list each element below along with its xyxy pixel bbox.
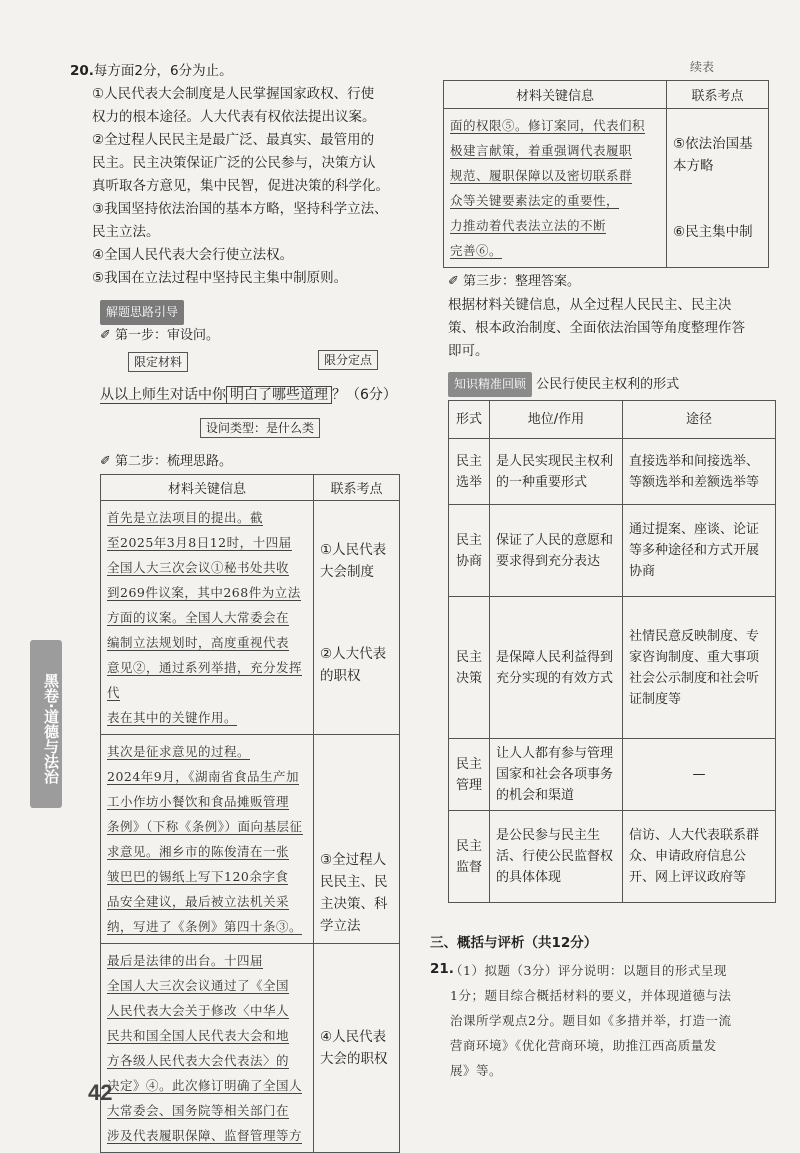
review-tag: 知识精准回顾 [448,372,532,397]
table-key-info-continued [443,80,769,268]
table-row-points: ①人民代表大会制度 ②人大代表的职权 [314,501,400,735]
pencil-icon: ✐ [448,274,464,289]
q20-block [70,60,400,290]
step1: ✐ 第一步：审设问。 [100,328,220,343]
material-line: 力推动着代表法立法的不断 [450,218,607,233]
material-line: 方面的议案。全国人大常委会在 [107,610,290,625]
table-header: 材料关键信息 联系考点 [101,475,400,501]
material-line: 条例》（下称《条例》）面向基层征 [107,819,303,834]
material-line: 工小作坊小餐饮和食品摊贩管理 [107,794,290,809]
cell-form: 民主监督 [449,811,490,903]
material-line: 全国人大三次会议①秘书处共收 [107,560,290,575]
page-number: 42 [88,1080,113,1105]
material-line: 编制立法规划时，高度重视代表 [107,635,290,650]
material-line: 首先是立法项目的提出。截 [107,510,264,525]
material-line: 表在其中的关键作用。 [107,710,238,725]
guide-tag: 解题思路引导 [100,300,184,325]
cell-way: — [623,739,776,811]
q20-point-line: 民主。民主决策保证广泛的公民参与，决策方认 [92,155,376,171]
answer-line: 根据材料关键信息，从全过程人民民主、民主决 [448,297,732,313]
material-line: 方各级人民代表大会代表法〉的 [107,1053,290,1068]
material-line: 众等关键要素法定的重要性， [450,193,620,208]
table-key-info [100,474,400,1153]
q20-point-line: ①人民代表大会制度是人民掌握国家政权、行使 [92,86,375,102]
cell-way: 直接选举和间接选举、等额选举和差额选举等 [623,439,776,505]
continued-tag: 续表 [690,60,715,74]
material-line: 大常委会、国务院等相关部门在 [107,1103,290,1118]
table-row [449,739,776,811]
cell-way: 社情民意反映制度、专家咨询制度、重大事项社会公示制度和社会听证制度等 [623,597,776,739]
cell-role: 保证了人民的意愿和要求得到充分表达 [490,505,623,597]
material-line: 民共和国全国人民代表大会和地 [107,1028,290,1043]
material-line: 意见②，通过系列举措，充分发挥代 [107,660,303,700]
cell-role: 是保障人民利益得到充分实现的有效方式 [490,597,623,739]
q20-point-line: ⑤我国在立法过程中坚持民主集中制原则。 [92,270,348,286]
cell-role: 是公民参与民主生活、行使公民监督权的具体体现 [490,811,623,903]
q21-line: 1分；题目综合概括材料的要义，并体现道德与法 [450,988,732,1003]
section-3-title: 三、概括与评析（共12分） [430,935,598,951]
anno-score: 限分定点 [318,350,378,370]
material-line: 2024年9月，《湖南省食品生产加 [107,769,300,784]
material-line: 规范、履职保障以及密切联系群 [450,168,633,183]
material-line: 完善⑥。 [450,243,503,258]
q21-line: （1）拟题（3分）评分说明：以题目的形式呈现 [450,963,727,978]
q20-point-line: 权力的根本途径。人大代表有权依法提出议案。 [92,109,376,125]
table-row-text [101,735,314,944]
table-row [449,439,776,505]
cell-form: 民主决策 [449,597,490,739]
material-line: 其次是征求意见的过程。 [107,744,251,759]
table-row [449,597,776,739]
material-line: 至2025年3月8日12时，十四届 [107,535,292,550]
material-line: 面的权限⑤。修订案同，代表们积 [450,118,646,133]
table-row [449,811,776,903]
q21-line: 营商环境》《优化营商环境，助推江西高质量发 [450,1038,717,1053]
answer-line: 即可。 [448,343,489,359]
cell-way: 信访、人大代表联系群众、申请政府信息公开、网上评议政府等 [623,811,776,903]
q20-points [70,83,400,290]
material-line: 纳，写进了《条例》第四十条③。 [107,919,303,934]
material-line: 人民代表大会关于修改〈中华人 [107,1003,290,1018]
step3: ✐ 第三步：整理答案。 [448,274,581,289]
q20-point-line: ②全过程人民民主是最广泛、最真实、最管用的 [92,132,375,148]
pencil-icon: ✐ [100,328,116,343]
review-row: 知识精准回顾 公民行使民主权利的形式 [448,372,679,397]
answer-line: 策、根本政治制度、全面依法治国等角度整理作答 [448,320,745,336]
material-line: 到269件议案，其中268件为立法 [107,585,301,600]
table-row [444,109,769,268]
anno-limit-material: 限定材料 [128,352,188,372]
cell-form: 民主选举 [449,439,490,505]
table-header: 形式 地位/作用 途径 [449,401,776,439]
pencil-icon: ✐ [100,454,116,469]
material-line: 涉及代表履职保障、监督管理等方 [107,1128,303,1143]
material-line: 最后是法律的出台。十四届 [107,953,264,968]
step2: ✐ 第二步：梳理思路。 [100,454,233,469]
material-line: 品安全建议，最后被立法机关采 [107,894,290,909]
cell-way: 通过提案、座谈、论证等多种途径和方式开展协商 [623,505,776,597]
material-line: 决定》④。此次修订明确了全国人 [107,1078,303,1093]
table-democratic-forms [448,400,776,903]
answer-block [448,294,778,363]
anno-question-type: 设问类型：是什么类 [200,418,320,438]
table-row: 其次是征求意见的过程。 2024年9月，《湖南省食品生产加 工小作坊小餐饮和食品摊贩管理 条例》（下称《条例》）面向基层征 求意见。湘乡市的陈俊清在一张 皱巴巴的锡纸上写下120余字食 品安全建议，最后被立法机关采 纳，写进了《条例》第四十条③。 ③全过程人民民主、民主决策、科学立法 [101,735,400,944]
cell-form: 民主协商 [449,505,490,597]
q21-line: 治课所学观点2分。题目如《多措并举，打造一流 [450,1013,732,1028]
table-row-text [101,501,314,735]
cell-form: 民主管理 [449,739,490,811]
q20-point-line: ④全国人民代表大会行使立法权。 [92,247,294,263]
material-line: 全国人大三次会议通过了《全国 [107,978,290,993]
cell-role: 是人民实现民主权利的一种重要形式 [490,439,623,505]
table-row-points: ⑤依法治国基本方略 ⑥民主集中制 [667,109,769,268]
question-line: 从以上师生对话中你 明白了哪些道理 ？（6分） [100,387,397,403]
q20-point-line: 真听取各方意见，集中民智，促进决策的科学化。 [92,178,389,194]
q20-intro: 20.每方面2分，6分为止。 [70,63,233,79]
table-row [449,505,776,597]
table-row: 最后是法律的出台。十四届 全国人大三次会议通过了《全国 人民代表大会关于修改〈中华人 民共和国全国人民代表大会和地 方各级人民代表大会代表法〉的 决定》④。此次修订明确了全国人 大常委会、国务院等相关部门在 涉及代表履职保障、监督管理等方 ④人民代表大会的职权 [101,944,400,1153]
table-header: 材料关键信息 联系考点 [444,81,769,109]
q20-point-line: ③我国坚持依法治国的基本方略，坚持科学立法、 [92,201,388,217]
material-line: 皱巴巴的锡纸上写下120余字食 [107,869,289,884]
q21-block: 21. （1）拟题（3分）评分说明：以题目的形式呈现 1分；题目综合概括材料的要义，并体现道德与法 治课所学观点2分。题目如《多措并举，打造一流 营商环境》《优化营商环境，助推江西高质量发 展》等。 [430,958,775,1083]
table-row-text [444,109,667,268]
table-row-text [101,944,314,1153]
material-line: 极建言献策，着重强调代表履职 [450,143,633,158]
q21-line: 展》等。 [450,1063,503,1078]
q20-point-line: 民主立法。 [92,224,160,240]
cell-role: 让人人都有参与管理国家和社会各项事务的机会和渠道 [490,739,623,811]
table-row [101,501,400,735]
material-line: 求意见。湘乡市的陈俊清在一张 [107,844,290,859]
side-tab: 黑卷·道德与法治 [30,640,62,808]
guide-tag-row [100,300,184,325]
